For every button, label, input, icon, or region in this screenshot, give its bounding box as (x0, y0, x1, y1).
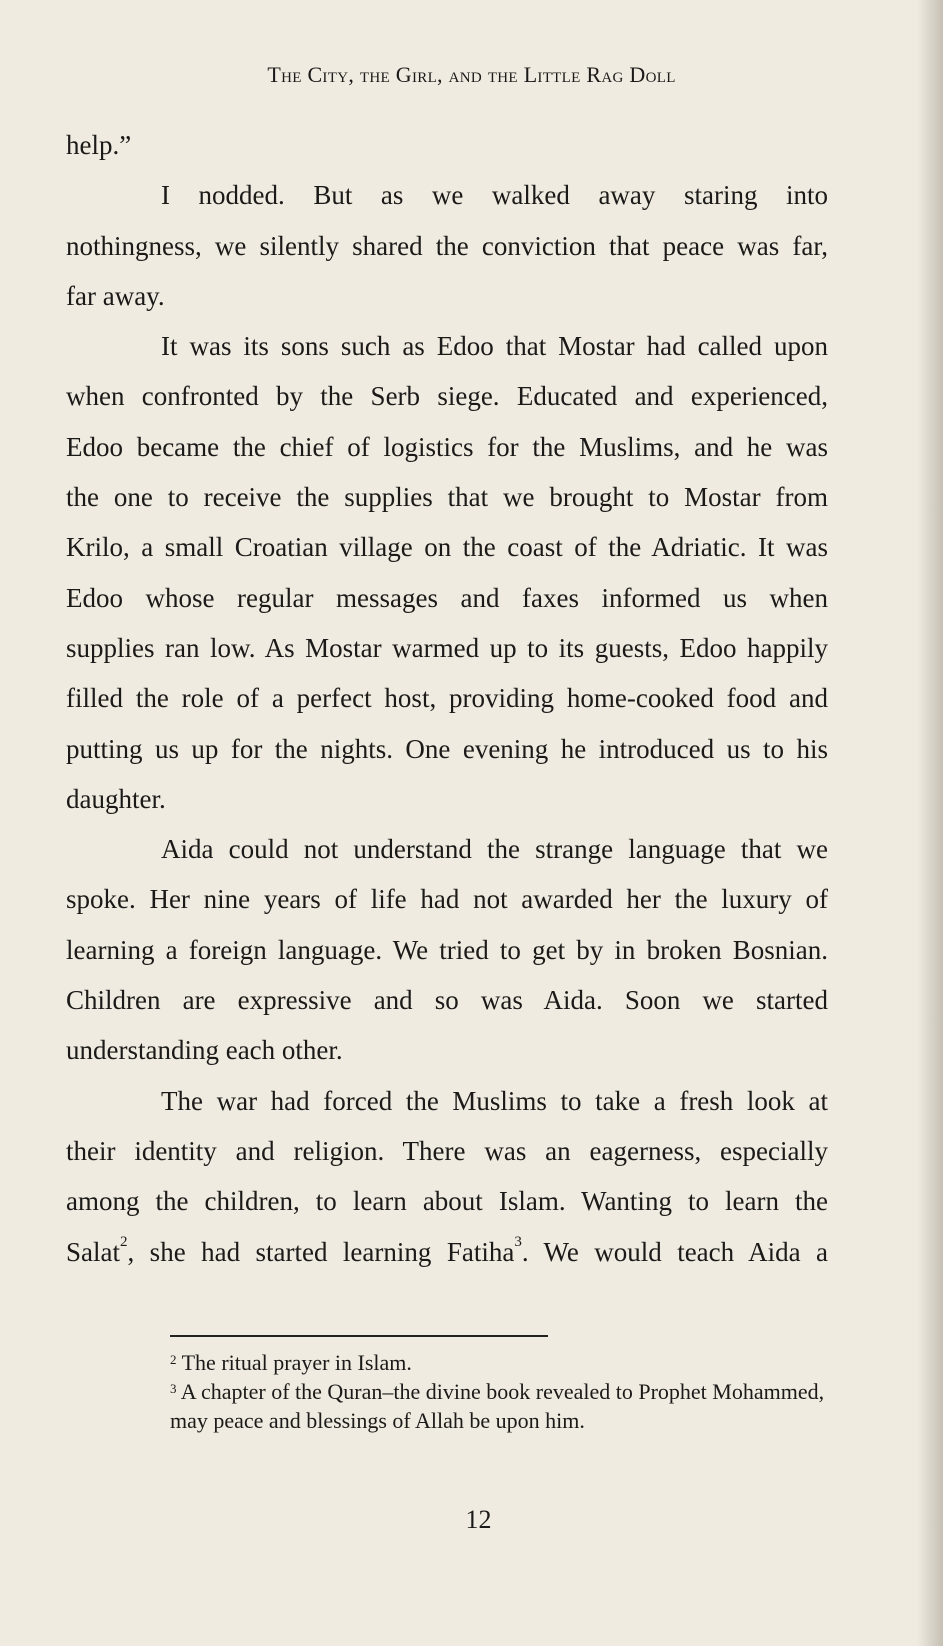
paragraph (66, 120, 828, 170)
footnote-text: The ritual prayer in Islam. (181, 1350, 412, 1375)
text-line: The war had forced the Muslims to take a fresh look at (161, 1085, 828, 1116)
footnote (170, 1348, 850, 1377)
body-text (66, 120, 828, 1277)
footnote-reference: 2 (120, 1233, 128, 1250)
footnote (170, 1377, 850, 1435)
text-line: the one to receive the supplies that we brought to Mostar from (66, 482, 828, 513)
text-line: Edoo whose regular messages and faxes informed us when (66, 582, 828, 613)
text-line: filled the role of a perfect host, providing home-cooked food and (66, 683, 828, 714)
paragraph (66, 170, 828, 321)
text-line: Children are expressive and so was Aida. Soon we started (66, 985, 828, 1016)
page-edge-shadow (917, 0, 943, 1646)
text-line: spoke. Her nine years of life had not awarded her the luxury of (66, 884, 828, 915)
footnote-separator (170, 1335, 548, 1337)
running-header: The City, the Girl, and the Little Rag Doll (267, 62, 676, 87)
text-line: It was its sons such as Edoo that Mostar had called upon (161, 331, 828, 362)
footnote-number: 2 (170, 1352, 177, 1367)
text-line: nothingness, we silently shared the conviction that peace was far, (66, 230, 828, 261)
text-line: learning a foreign language. We tried to get by in broken Bosnian. (66, 934, 828, 965)
text-segment: , she had started learning Fatiha (127, 1236, 515, 1267)
paragraph (66, 1076, 828, 1277)
text-line: understanding each other. (66, 1035, 343, 1066)
text-line: supplies ran low. As Mostar warmed up to its guests, Edoo happily (66, 632, 828, 663)
text-line: among the children, to learn about Islam. Wanting to learn the (66, 1186, 828, 1217)
text-line: when confronted by the Serb siege. Educated and experienced, (66, 381, 828, 412)
text-line: putting us up for the nights. One evening he introduced us to his (66, 733, 828, 764)
text-line: far away. (66, 280, 165, 311)
text-line: Krilo, a small Croatian village on the coast of the Adriatic. It was (66, 532, 828, 563)
footnote-reference: 3 (514, 1233, 522, 1250)
paragraph (66, 321, 828, 824)
text-line: daughter. (66, 783, 166, 814)
text-line (66, 1227, 828, 1277)
text-line: Edoo became the chief of logistics for the Muslims, and he was (66, 431, 828, 462)
text-line: Aida could not understand the strange language that we (161, 834, 828, 865)
footnote-text: A chapter of the Quran–the divine book revealed to Prophet Mohammed, may peace and blessings of Allah be upon him. (170, 1379, 825, 1433)
text-line: I nodded. But as we walked away staring into (161, 180, 828, 211)
text-line: help.” (66, 130, 132, 160)
paragraph (66, 824, 828, 1075)
text-line: their identity and religion. There was an eagerness, especially (66, 1135, 828, 1166)
footnotes (170, 1348, 850, 1435)
footnote-number: 3 (170, 1381, 177, 1396)
page-number: 12 (465, 1505, 492, 1534)
text-segment: . We would teach Aida a (521, 1236, 828, 1267)
text-segment: Salat (66, 1236, 120, 1267)
